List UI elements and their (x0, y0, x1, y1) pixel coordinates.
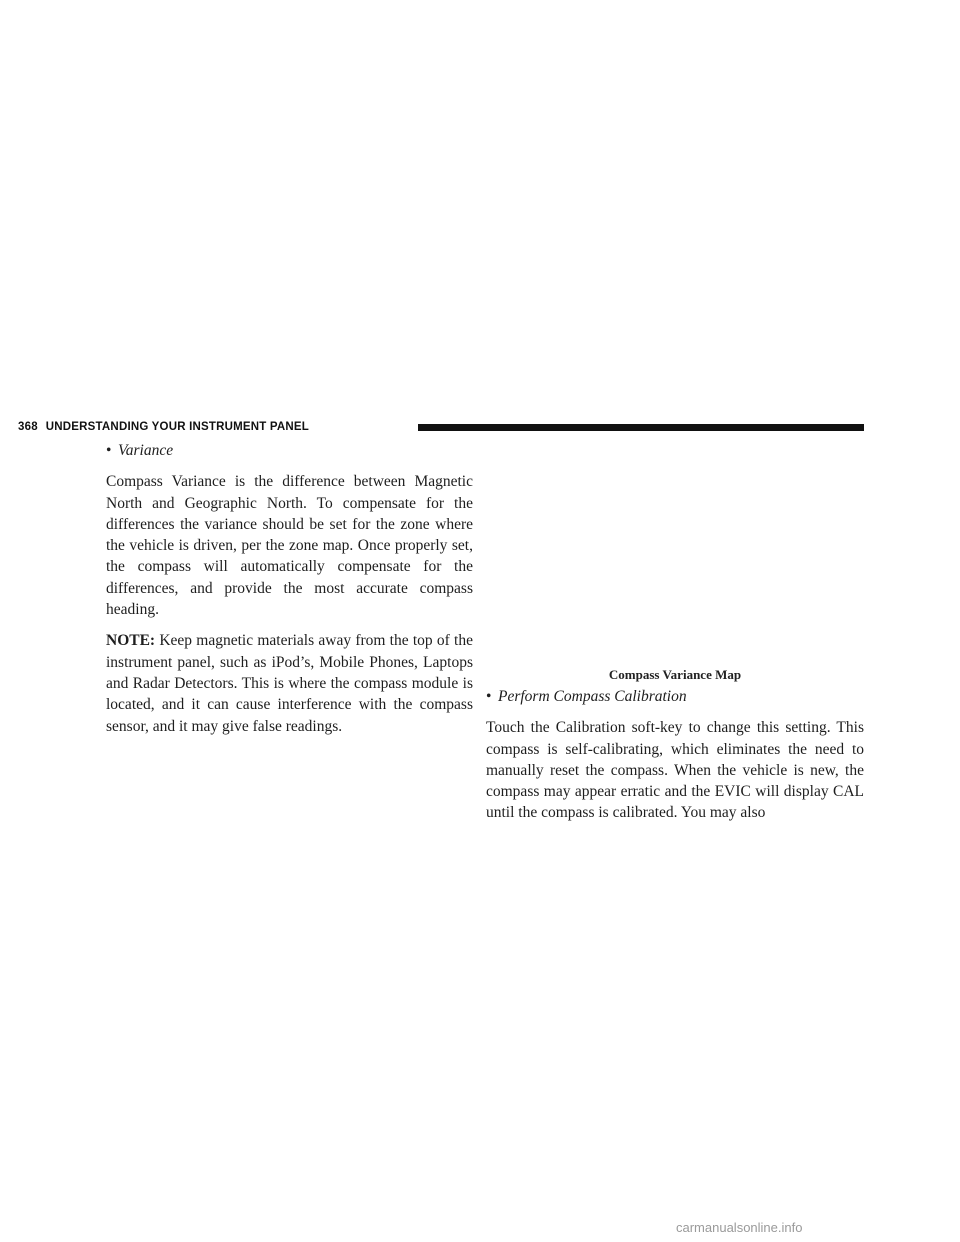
note-label: NOTE: (106, 632, 156, 650)
note-text: Keep magnetic materials away from the top of the instrument panel, such as iPod’s, Mobile Phones, Laptops and Radar Detectors. This is where the compass module is located, and it can cause interference with the compass sensor, and it may give false readings. (106, 632, 473, 735)
left-column (106, 440, 473, 747)
page-header (18, 420, 864, 434)
calibration-paragraph: Touch the Calibration soft-key to change this setting. This compass is self-calibrating, which eliminates the need to manually reset the compass. When the vehicle is new, the compass may appear erratic and the EVIC will display CAL until the compass is calibrated. You may also (486, 719, 864, 822)
variance-heading (106, 440, 473, 461)
section-title: UNDERSTANDING YOUR INSTRUMENT PANEL (45, 421, 309, 433)
note-paragraph (106, 630, 473, 736)
calibration-heading-text: Perform Compass Calibration (498, 688, 687, 705)
calibration-heading (486, 686, 864, 707)
watermark: carmanualsonline.info (676, 1220, 803, 1235)
header-rule (418, 424, 864, 431)
header-text (18, 420, 309, 434)
page-number: 368 (18, 421, 38, 433)
bullet-dot: • (486, 688, 492, 705)
right-column (486, 686, 864, 834)
figure-caption: Compass Variance Map (608, 667, 742, 682)
bullet-dot: • (106, 442, 112, 459)
variance-heading-text: Variance (118, 442, 174, 459)
compass-variance-map-figure (486, 444, 864, 662)
variance-paragraph: Compass Variance is the difference between Magnetic North and Geographic North. To compensate for the differences the variance should be set for the zone where the vehicle is driven, per the zone map. Once properly set, the compass will automatically compensate for the differences, and provide the most accurate compass heading. (106, 473, 473, 619)
